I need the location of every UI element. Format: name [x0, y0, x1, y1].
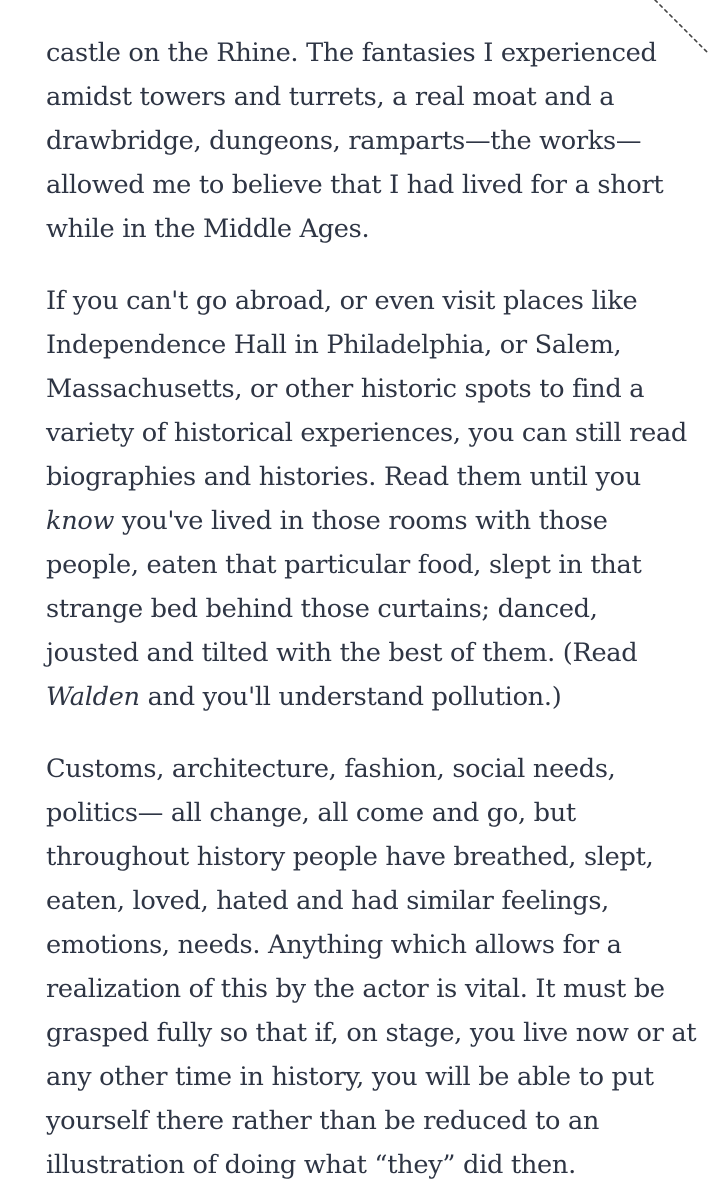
text-line: illustration of doing what “they” did then.	[46, 1150, 576, 1180]
text-line: politics— all change, all come and go, but	[46, 798, 576, 828]
text-line: throughout history people have breathed, slept,	[46, 842, 654, 872]
text-line: grasped fully so that if, on stage, you live now or at	[46, 1018, 697, 1048]
text-line: yourself there rather than be reduced to an	[46, 1106, 600, 1136]
text-line: drawbridge, dungeons, ramparts—the works—	[46, 126, 642, 156]
text-line: biographies and histories. Read them until you	[46, 462, 641, 492]
paragraph-1	[46, 31, 696, 251]
text-line: If you can't go abroad, or even visit places like	[46, 286, 638, 316]
text-line: eaten, loved, hated and had similar feelings,	[46, 886, 610, 916]
text-line: people, eaten that particular food, slept in that	[46, 550, 642, 580]
text-line: amidst towers and turrets, a real moat and a	[46, 82, 615, 112]
text-line: Independence Hall in Philadelphia, or Salem,	[46, 330, 622, 360]
text-line: while in the Middle Ages.	[46, 214, 370, 244]
paragraph-3	[46, 747, 696, 1187]
text-line: realization of this by the actor is vital. It must be	[46, 974, 665, 1004]
text-line: emotions, needs. Anything which allows for a	[46, 930, 622, 960]
paragraph-2	[46, 279, 696, 719]
book-text	[46, 31, 696, 1187]
text-line: variety of historical experiences, you can still read	[46, 418, 687, 448]
text-line: strange bed behind those curtains; danced,	[46, 594, 598, 624]
text-line: any other time in history, you will be able to put	[46, 1062, 654, 1092]
text-line: know you've lived in those rooms with those	[46, 506, 608, 536]
text-line: Walden and you'll understand pollution.)	[46, 682, 562, 712]
text-line: jousted and tilted with the best of them. (Read	[46, 638, 638, 668]
text-line: Massachusetts, or other historic spots to find a	[46, 374, 645, 404]
italic-word: know	[46, 506, 115, 536]
text-line: Customs, architecture, fashion, social needs,	[46, 754, 616, 784]
text-line: castle on the Rhine. The fantasies I experienced	[46, 38, 657, 68]
italic-title: Walden	[46, 682, 140, 712]
text-line: allowed me to believe that I had lived for a short	[46, 170, 664, 200]
